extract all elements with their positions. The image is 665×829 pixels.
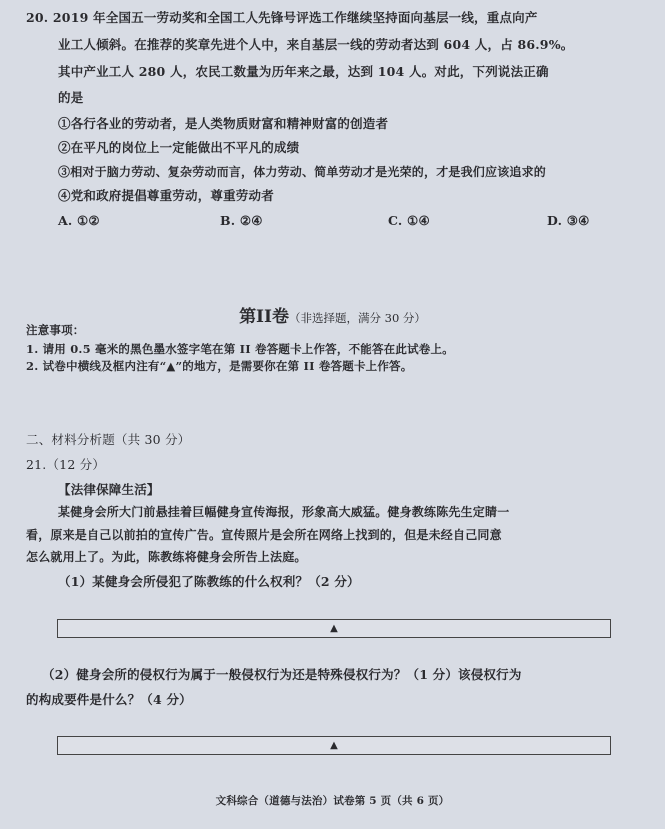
note-item: 1. 请用 0.5 毫米的黑色墨水签字笔在第 II 卷答题卡上作答，不能答在此试卷上。 [26, 342, 454, 356]
q20-statement: ③相对于脑力劳动、复杂劳动而言，体力劳动、简单劳动才是光荣的，才是我们应该追求的 [58, 165, 547, 179]
q20-statement: ④党和政府提倡尊重劳动，尊重劳动者 [58, 188, 274, 203]
answer-box-1 [57, 619, 611, 638]
q20-statement: ①各行各业的劳动者，是人类物质财富和精神财富的创造者 [58, 116, 389, 131]
notes-heading: 注意事项： [26, 323, 85, 337]
q20-option-a: A. ①② [58, 213, 100, 228]
note-item: 2. 试卷中横线及框内注有“▲”的地方，是需要你在第 II 卷答题卡上作答。 [26, 359, 413, 373]
material-title: 【法律保障生活】 [58, 482, 160, 497]
material-line: 看，原来是自己以前拍的宣传广告。宣传照片是会所在网络上找到的，但是未经自己同意 [26, 528, 502, 542]
part2-title: 第II卷 [239, 307, 289, 327]
q20-stem-line: 的是 [58, 90, 84, 105]
q20-statement: ②在平凡的岗位上一定能做出不平凡的成绩 [58, 140, 300, 155]
sub-question-2-line: 的构成要件是什么？（4 分） [26, 692, 192, 707]
answer-triangle-icon: ▲ [330, 740, 338, 751]
answer-box-2 [57, 736, 611, 755]
page-footer: 文科综合（道德与法治）试卷第 5 页（共 6 页） [215, 795, 450, 807]
q20-option-c: C. ①④ [388, 213, 430, 228]
q20-option-b: B. ②④ [220, 213, 263, 228]
section2-heading: 二、材料分析题（共 30 分） [26, 432, 191, 447]
q20-option-d: D. ③④ [547, 213, 590, 228]
q20-stem-line: 业工人倾斜。在推荐的奖章先进个人中，来自基层一线的劳动者达到 604 人，占 86.9%。 [58, 37, 574, 52]
part2-heading [0, 302, 665, 327]
sub-question-2-line: （2）健身会所的侵权行为属于一般侵权行为还是特殊侵权行为？（1 分）该侵权行为 [42, 667, 522, 682]
answer-triangle-icon: ▲ [330, 623, 338, 634]
material-line: 某健身会所大门前悬挂着巨幅健身宣传海报，形象高大威猛。健身教练陈先生定睛一 [58, 505, 510, 519]
part2-subtitle: （非选择题，满分 30 分） [288, 311, 426, 325]
q20-stem-line: 20. 2019 年全国五一劳动奖和全国工人先锋号评选工作继续坚持面向基层一线，重点向产 [26, 10, 538, 25]
sub-question-1: （1）某健身会所侵犯了陈教练的什么权利？（2 分） [58, 574, 360, 589]
material-line: 怎么就用上了。为此，陈教练将健身会所告上法庭。 [26, 550, 307, 564]
q21-label: 21.（12 分） [26, 457, 106, 472]
q20-stem-line: 其中产业工人 280 人，农民工数量为历年来之最，达到 104 人。对此，下列说法正确 [58, 64, 549, 79]
